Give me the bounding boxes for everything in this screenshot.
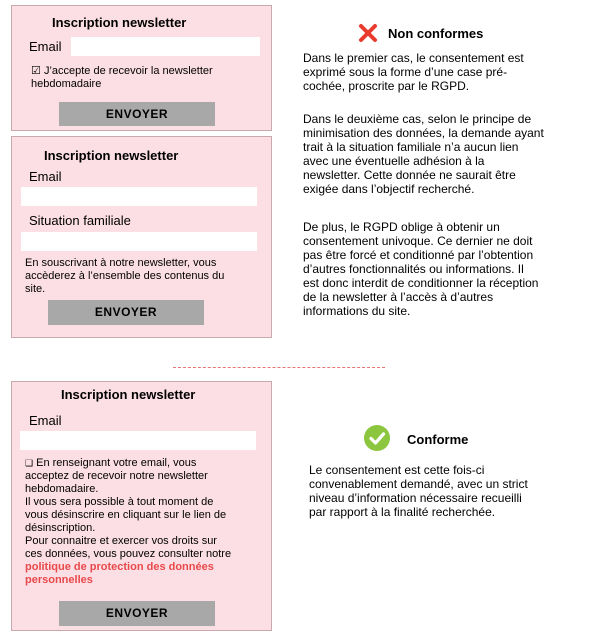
consent-checkbox-row[interactable] [31,65,266,91]
note-line1: En souscrivant à notre newsletter, vous [25,257,217,269]
unchecked-checkbox-icon: ❑ [25,458,34,468]
submit-button[interactable]: ENVOYER [48,300,204,325]
info-line: vous désinscrire en cliquant sur le lien de [25,509,227,521]
conform-paragraph: Le consentement est cette fois-ci convenablement demandé, avec un strict niveau d’information nécessaire recueilli par rapport à la finalité recherchée. [309,463,528,519]
form-title: Inscription newsletter [44,148,179,163]
explanation-paragraph-3: De plus, le RGPD oblige à obtenir un consentement univoque. Ce dernier ne doit pas être forcé et conditionné par l’obtention d’autres fonctionnalités ou informations. Il est donc interdit de conditionner la réception de la newsletter à l’accès à d’autres informations du site. [303,220,539,318]
access-note [25,257,265,296]
note-line2: accèderez à l’ensemble des contenus du [25,270,225,282]
info-line: hebdomadaire. [25,483,99,495]
family-situation-input[interactable] [21,232,257,251]
consent-information [25,457,270,587]
check-circle-icon [364,425,390,451]
info-line: En renseignant votre email, vous [33,457,197,469]
form-title: Inscription newsletter [52,15,187,30]
explanation-paragraph-1: Dans le premier cas, le consentement est exprimé sous la forme d’une case pré- cochée, proscrite par le RGPD. [303,51,524,93]
cross-icon [358,23,378,43]
privacy-policy-link[interactable]: politique de protection des données personnelles [25,561,214,586]
email-input[interactable] [71,37,260,56]
email-input[interactable] [21,187,257,206]
submit-button[interactable]: ENVOYER [59,601,215,626]
non-conform-heading: Non conformes [388,26,484,41]
explanation-paragraph-2: Dans le deuxième cas, selon le principe de minimisation des données, la demande ayant trait à la situation familiale n’a aucun lien avec une éventuelle adhésion à la newsletter. Cette donnée ne saurait être exigée dans l’objectif recherché. [303,112,544,196]
family-situation-label: Situation familiale [29,213,131,228]
email-label: Email [29,169,62,184]
info-line: désinscription. [25,522,96,534]
newsletter-form-compliant [11,381,272,631]
consent-text-line1: J’accepte de recevoir la newsletter [43,65,213,77]
note-line3: site. [25,283,46,295]
consent-text-line2: hebdomadaire [31,78,102,90]
email-input[interactable] [20,431,256,450]
checked-checkbox-icon[interactable]: ☑ [31,65,41,77]
submit-button[interactable]: ENVOYER [59,102,215,126]
form-title: Inscription newsletter [61,387,196,402]
info-line: ces données, vous pouvez consulter notre [25,548,232,560]
info-line: Il vous sera possible à tout moment de [25,496,214,508]
newsletter-form-family [11,136,272,338]
info-line: acceptez de recevoir notre newsletter [25,470,208,482]
info-line: Pour connaitre et exercer vos droits sur [25,535,217,547]
section-divider [173,367,385,368]
conform-heading: Conforme [407,432,469,447]
email-label: Email [29,413,62,428]
email-label: Email [29,39,62,54]
newsletter-form-precheck [11,5,272,131]
